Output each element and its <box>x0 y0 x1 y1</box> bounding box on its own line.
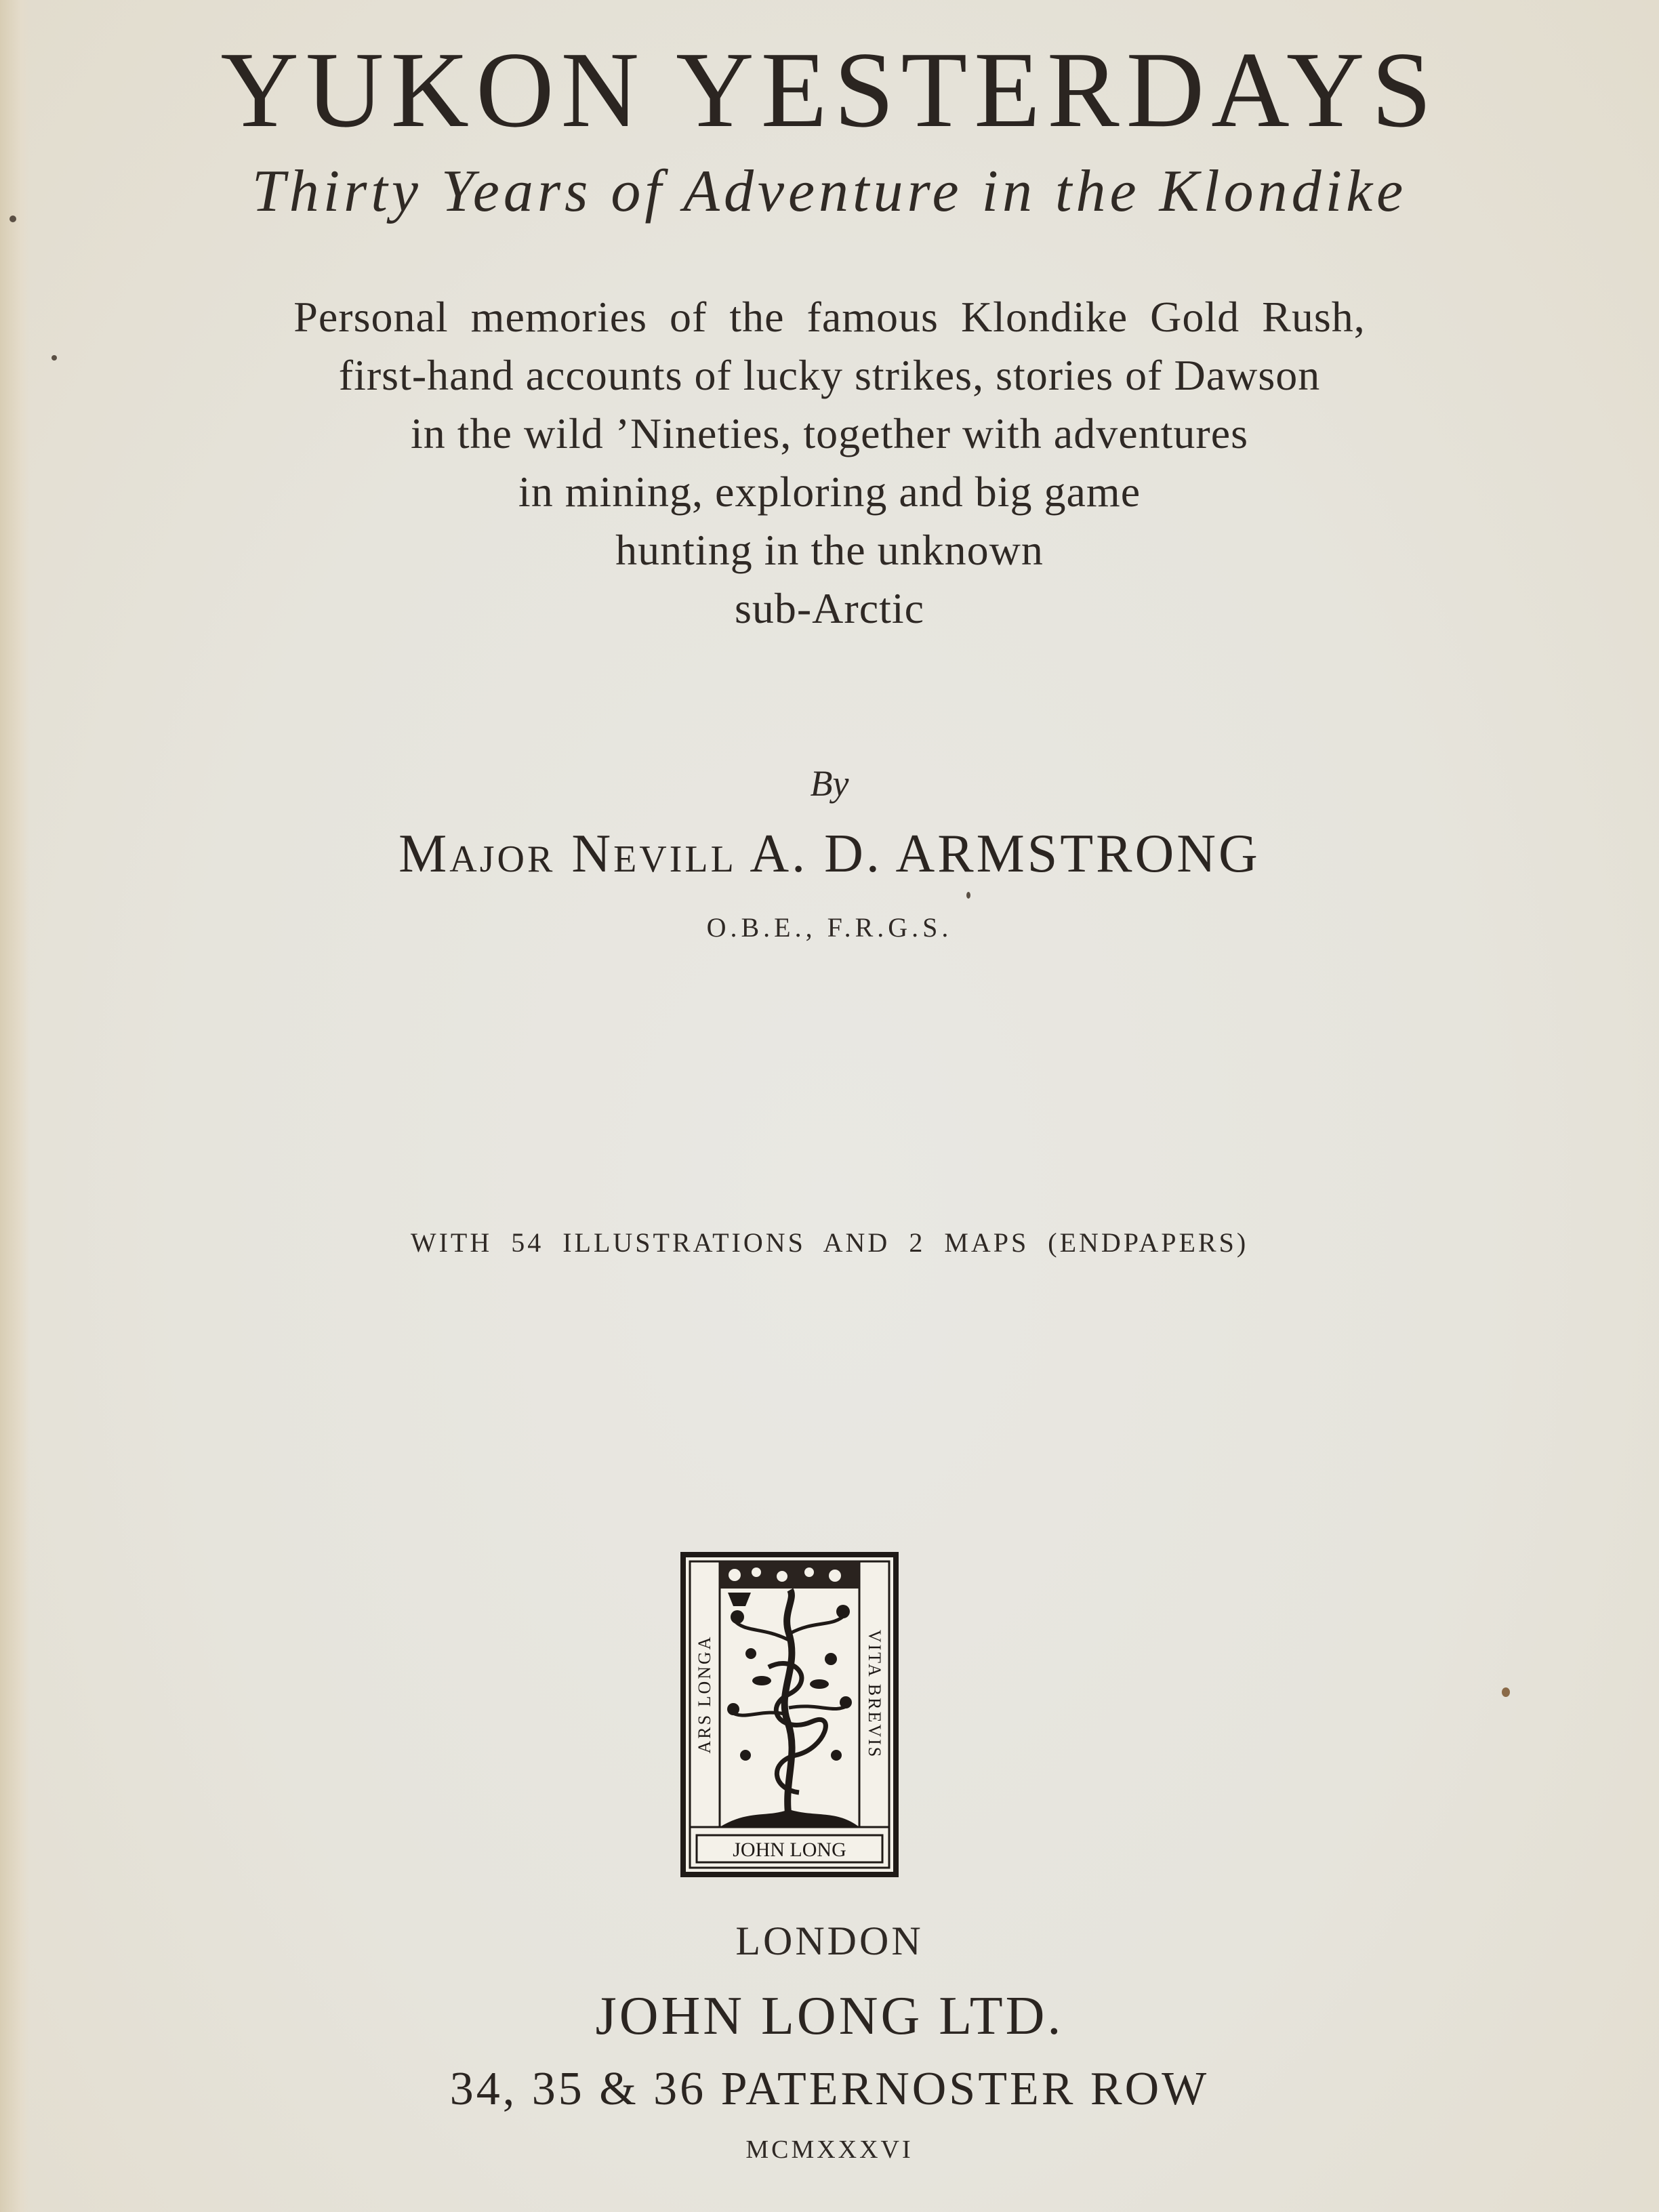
logo-left-motto: ARS LONGA <box>695 1635 714 1754</box>
illustrations-note: WITH 54 ILLUSTRATIONS AND 2 MAPS (ENDPAPERS) <box>410 1227 1249 1258</box>
description-line: Personal memories of the famous Klondike Gold Rush, <box>293 293 1366 341</box>
description-block <box>0 288 1659 638</box>
book-title: YUKON YESTERDAYS <box>220 29 1439 150</box>
paper-speck <box>966 892 970 899</box>
logo-right-motto: VITA BREVIS <box>865 1629 884 1759</box>
byline: By <box>810 763 849 804</box>
logo-banner-text: JOHN LONG <box>733 1839 846 1861</box>
imprint-publisher: JOHN LONG LTD. <box>595 1986 1064 2046</box>
description-line: sub-Arctic <box>734 584 925 632</box>
paper-speck <box>1502 1687 1510 1697</box>
book-subtitle: Thirty Years of Adventure in the Klondike <box>251 159 1408 224</box>
imprint-city: LONDON <box>735 1919 924 1963</box>
publisher-logo <box>680 1552 899 1877</box>
description-line: hunting in the unknown <box>615 526 1044 574</box>
description-line: in the wild ’Nineties, together with adventures <box>410 409 1249 457</box>
author-name: Major Nevill A. D. ARMSTRONG <box>398 824 1261 884</box>
imprint-address: 34, 35 & 36 PATERNOSTER ROW <box>449 2063 1210 2115</box>
description-line: in mining, exploring and big game <box>518 468 1141 516</box>
imprint-year: MCMXXXVI <box>745 2135 914 2164</box>
description-line: first-hand accounts of lucky strikes, stories of Dawson <box>338 351 1321 399</box>
author-honours: O.B.E., F.R.G.S. <box>706 912 953 943</box>
